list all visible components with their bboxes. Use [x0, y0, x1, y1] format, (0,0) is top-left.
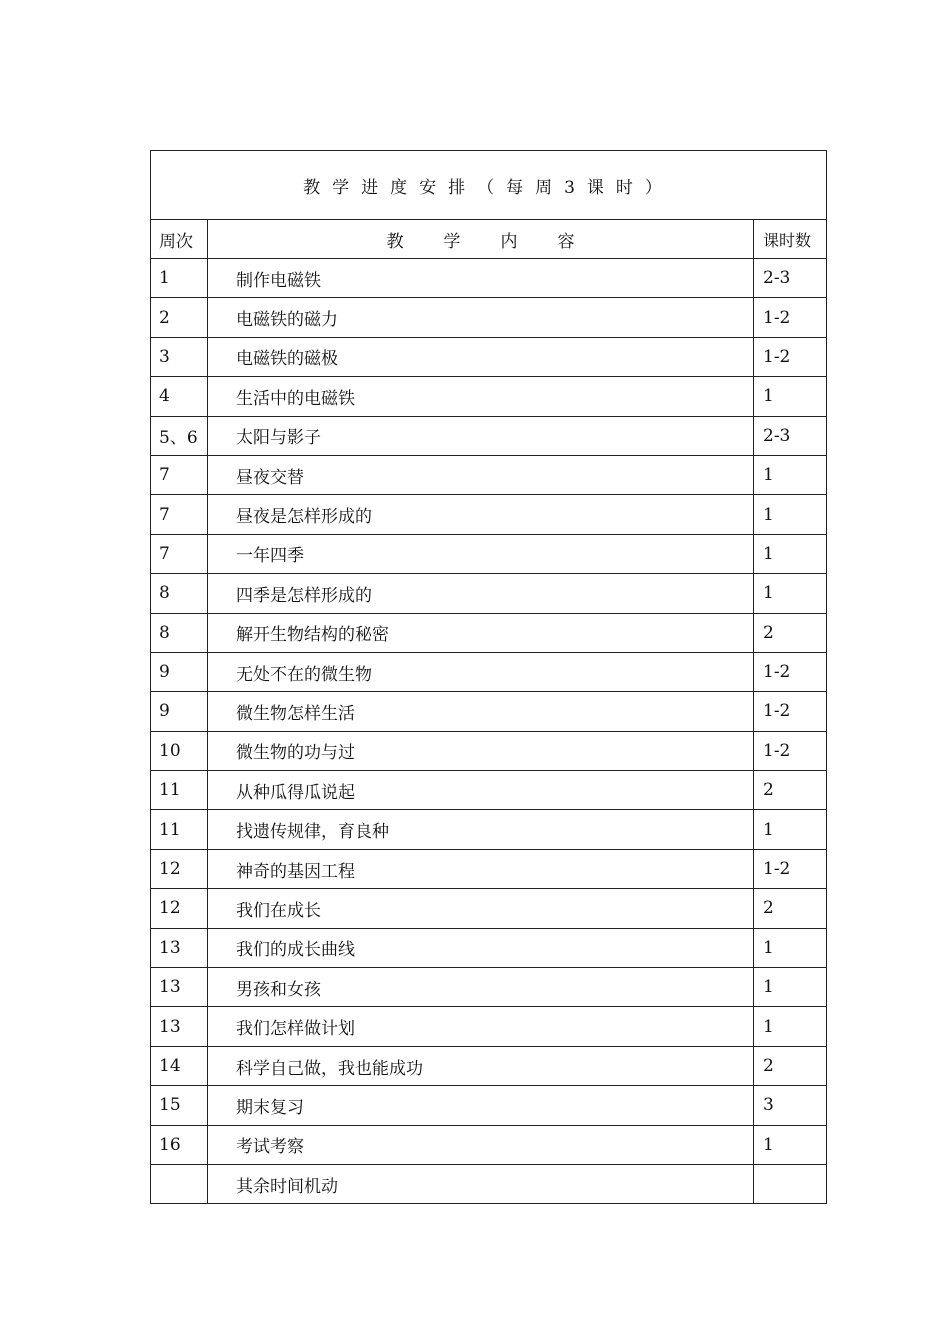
- cell-week: 11: [151, 771, 208, 810]
- cell-week: 10: [151, 731, 208, 770]
- table-row: [151, 495, 827, 534]
- cell-content: 微生物怎样生活: [208, 692, 754, 731]
- cell-hours: 2: [754, 613, 827, 652]
- cell-hours: 3: [754, 1086, 827, 1125]
- cell-content: 解开生物结构的秘密: [208, 613, 754, 652]
- cell-content: 我们的成长曲线: [208, 928, 754, 967]
- cell-week: 13: [151, 1007, 208, 1046]
- table-row: [151, 810, 827, 849]
- cell-week: [151, 1164, 208, 1203]
- cell-hours: 1-2: [754, 298, 827, 337]
- cell-content: 考试考察: [208, 1125, 754, 1164]
- cell-content: 期末复习: [208, 1086, 754, 1125]
- table-row: [151, 928, 827, 967]
- cell-hours: 1: [754, 810, 827, 849]
- schedule-table: [150, 150, 827, 1204]
- cell-hours: 1: [754, 1125, 827, 1164]
- cell-week: 12: [151, 849, 208, 888]
- table-row: [151, 455, 827, 494]
- cell-content: 生活中的电磁铁: [208, 377, 754, 416]
- cell-week: 1: [151, 259, 208, 298]
- cell-hours: 1: [754, 495, 827, 534]
- table-row: [151, 574, 827, 613]
- cell-week: 7: [151, 495, 208, 534]
- cell-content: 无处不在的微生物: [208, 652, 754, 691]
- cell-content: 太阳与影子: [208, 416, 754, 455]
- cell-hours: 2: [754, 771, 827, 810]
- table-row: [151, 1046, 827, 1085]
- cell-week: 3: [151, 337, 208, 376]
- cell-hours: 1-2: [754, 652, 827, 691]
- table-row: [151, 1164, 827, 1203]
- cell-week: 9: [151, 652, 208, 691]
- table-row: [151, 849, 827, 888]
- cell-hours: 2: [754, 889, 827, 928]
- table-row: [151, 377, 827, 416]
- cell-content: 制作电磁铁: [208, 259, 754, 298]
- table-row: [151, 259, 827, 298]
- table-row: [151, 1086, 827, 1125]
- cell-week: 8: [151, 574, 208, 613]
- table-row: [151, 889, 827, 928]
- table-row: [151, 337, 827, 376]
- cell-week: 16: [151, 1125, 208, 1164]
- table-row: [151, 298, 827, 337]
- cell-content: 微生物的功与过: [208, 731, 754, 770]
- cell-week: 2: [151, 298, 208, 337]
- cell-week: 7: [151, 455, 208, 494]
- cell-content: 男孩和女孩: [208, 968, 754, 1007]
- cell-week: 8: [151, 613, 208, 652]
- cell-week: 5、6: [151, 416, 208, 455]
- cell-week: 9: [151, 692, 208, 731]
- table-row: [151, 771, 827, 810]
- cell-content: 科学自己做，我也能成功: [208, 1046, 754, 1085]
- cell-week: 15: [151, 1086, 208, 1125]
- title-row: [151, 151, 827, 220]
- cell-hours: 2-3: [754, 259, 827, 298]
- header-row: [151, 220, 827, 259]
- cell-hours: 1: [754, 455, 827, 494]
- cell-content: 其余时间机动: [208, 1164, 754, 1203]
- table-row: [151, 416, 827, 455]
- cell-hours: 2: [754, 1046, 827, 1085]
- cell-week: 7: [151, 534, 208, 573]
- cell-hours: [754, 1164, 827, 1203]
- table-row: [151, 731, 827, 770]
- table-row: [151, 534, 827, 573]
- table-title: 教学进度安排（每周3课时）: [151, 151, 827, 220]
- cell-content: 电磁铁的磁极: [208, 337, 754, 376]
- table-row: [151, 1125, 827, 1164]
- cell-hours: 2-3: [754, 416, 827, 455]
- cell-hours: 1-2: [754, 692, 827, 731]
- cell-content: 找遗传规律，育良种: [208, 810, 754, 849]
- cell-week: 14: [151, 1046, 208, 1085]
- cell-hours: 1-2: [754, 337, 827, 376]
- cell-content: 从种瓜得瓜说起: [208, 771, 754, 810]
- cell-week: 13: [151, 928, 208, 967]
- cell-content: 我们在成长: [208, 889, 754, 928]
- cell-content: 神奇的基因工程: [208, 849, 754, 888]
- cell-hours: 1: [754, 1007, 827, 1046]
- schedule-table-body: [151, 151, 827, 1204]
- cell-content: 昼夜交替: [208, 455, 754, 494]
- table-row: [151, 1007, 827, 1046]
- cell-week: 4: [151, 377, 208, 416]
- header-week: 周次: [151, 220, 208, 259]
- cell-content: 电磁铁的磁力: [208, 298, 754, 337]
- table-row: [151, 652, 827, 691]
- table-row: [151, 968, 827, 1007]
- cell-hours: 1: [754, 377, 827, 416]
- cell-hours: 1: [754, 928, 827, 967]
- cell-content: 我们怎样做计划: [208, 1007, 754, 1046]
- cell-content: 一年四季: [208, 534, 754, 573]
- cell-hours: 1: [754, 968, 827, 1007]
- cell-content: 四季是怎样形成的: [208, 574, 754, 613]
- cell-hours: 1: [754, 574, 827, 613]
- header-hours: 课时数: [754, 220, 827, 259]
- header-content: 教学内容: [208, 220, 754, 259]
- cell-week: 11: [151, 810, 208, 849]
- cell-hours: 1: [754, 534, 827, 573]
- cell-content: 昼夜是怎样形成的: [208, 495, 754, 534]
- table-row: [151, 692, 827, 731]
- cell-week: 13: [151, 968, 208, 1007]
- cell-week: 12: [151, 889, 208, 928]
- cell-hours: 1-2: [754, 849, 827, 888]
- table-row: [151, 613, 827, 652]
- cell-hours: 1-2: [754, 731, 827, 770]
